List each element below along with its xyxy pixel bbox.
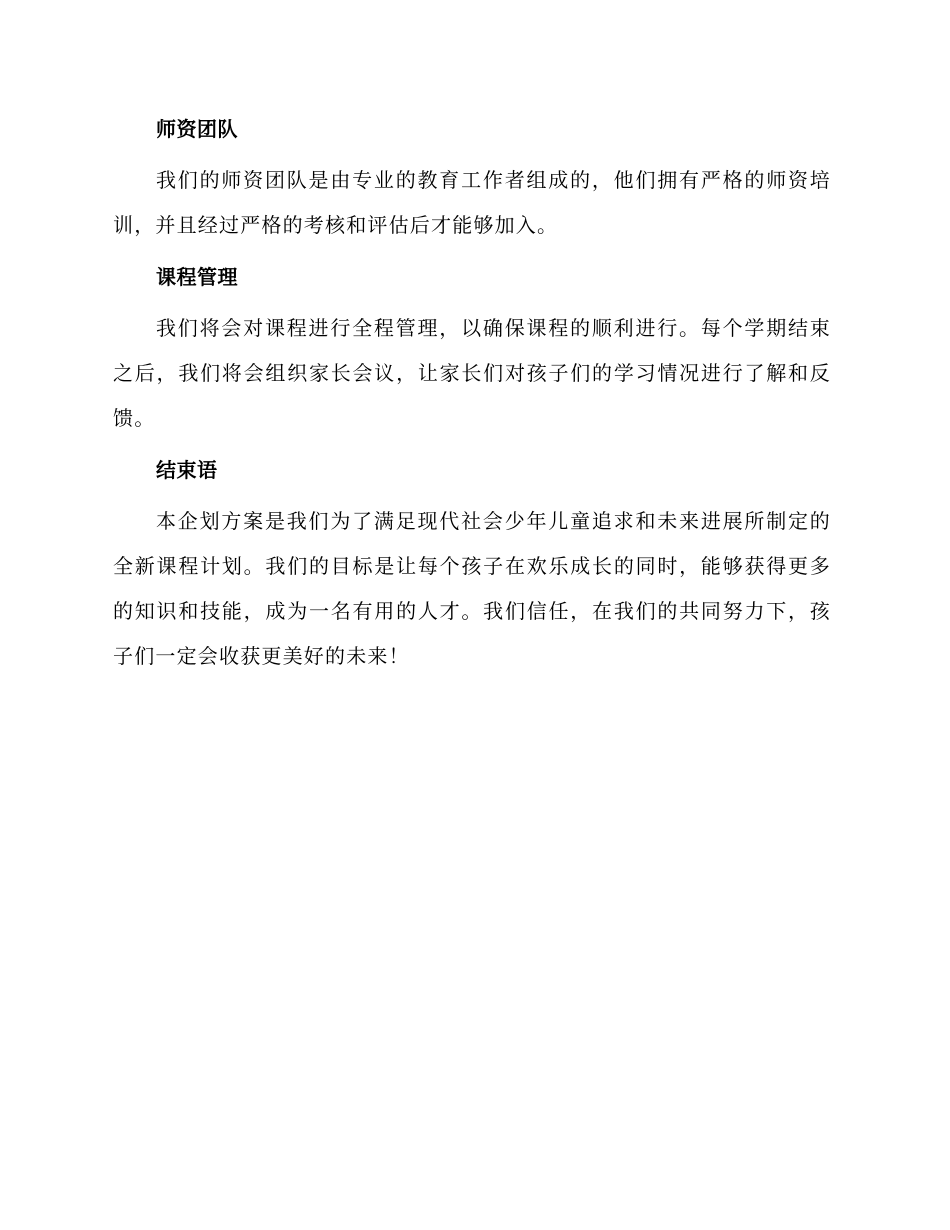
section-paragraph: 我们将会对课程进行全程管理，以确保课程的顺利进行。每个学期结束之后，我们将会组织家长会议，让家长们对孩子们的学习情况进行了解和反馈。: [113, 316, 831, 430]
section-teaching-staff: [113, 110, 831, 248]
section-course-management: [113, 258, 831, 441]
section-paragraph: 本企划方案是我们为了满足现代社会少年儿童追求和未来进展所制定的全新课程计划。我们的目标是让每个孩子在欢乐成长的同时，能够获得更多的知识和技能，成为一名有用的人才。我们信任，在我们的共同努力下，孩子们一定会收获更美好的未来！: [113, 509, 831, 668]
section-paragraph: 我们的师资团队是由专业的教育工作者组成的，他们拥有严格的师资培训，并且经过严格的考核和评估后才能够加入。: [113, 168, 831, 237]
section-heading: 师资团队: [156, 117, 238, 141]
document-content: [113, 110, 831, 689]
section-heading: 课程管理: [156, 265, 238, 289]
section-heading: 结束语: [156, 458, 218, 482]
section-conclusion: [113, 451, 831, 679]
